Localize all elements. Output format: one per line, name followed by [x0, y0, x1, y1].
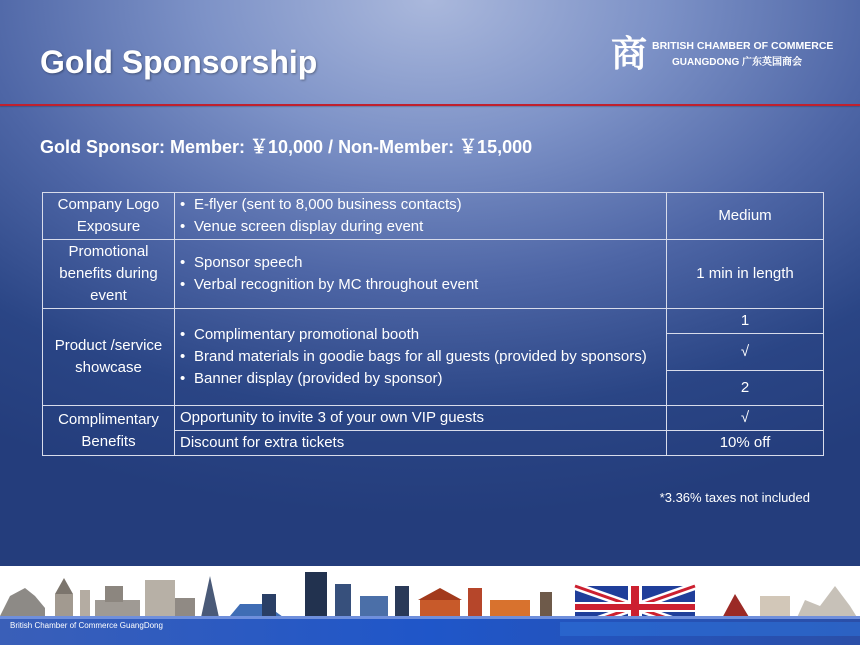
benefits-cell [175, 309, 667, 406]
benefit-item: • E-flyer (sent to 8,000 business contacts) [180, 194, 661, 216]
benefits-table [42, 192, 824, 456]
table-row [43, 406, 824, 431]
value-cell: Medium [667, 193, 824, 240]
category-cell: Complimentary Benefits [43, 406, 175, 456]
chamber-logo [610, 28, 834, 76]
value-cell: √ [667, 334, 824, 371]
benefit-cell: Opportunity to invite 3 of your own VIP guests [175, 406, 667, 431]
slide-title: Gold Sponsorship [40, 44, 318, 80]
value-cell: 10% off [667, 431, 824, 456]
title-divider [0, 104, 860, 106]
skyline-illustration [0, 566, 860, 645]
category-cell: Company Logo Exposure [43, 193, 175, 240]
value-cell: 2 [667, 371, 824, 406]
logo-line-2: GUANGDONG 广东英国商会 [672, 57, 802, 68]
benefit-cell: Discount for extra tickets [175, 431, 667, 456]
footer-caption: British Chamber of Commerce GuangDong [10, 621, 163, 630]
benefits-cell [175, 193, 667, 240]
table-row [43, 193, 824, 240]
value-cell: 1 min in length [667, 240, 824, 309]
benefit-item: • Venue screen display during event [180, 216, 661, 238]
value-cell: 1 [667, 309, 824, 334]
sponsor-pricing: Gold Sponsor: Member: ￥10,000 / Non-Member: ￥15,000 [40, 137, 533, 157]
chamber-logo-mark [610, 28, 648, 74]
value-cell: √ [667, 406, 824, 431]
benefit-item: • Verbal recognition by MC throughout event [180, 274, 661, 296]
category-cell: Promotional benefits during event [43, 240, 175, 309]
benefit-item: • Sponsor speech [180, 252, 661, 274]
tax-note: *3.36% taxes not included [659, 490, 810, 505]
table-row [43, 309, 824, 334]
logo-line-1: BRITISH CHAMBER OF COMMERCE [652, 40, 834, 52]
category-cell: Product /service showcase [43, 309, 175, 406]
benefit-item: • Complimentary promotional booth [180, 324, 661, 346]
benefit-item: • Banner display (provided by sponsor) [180, 368, 661, 390]
benefits-cell [175, 240, 667, 309]
skyline-banner [0, 566, 860, 645]
benefit-item: • Brand materials in goodie bags for all guests (provided by sponsors) [180, 346, 661, 368]
table-row [43, 240, 824, 309]
logo-mark-glyph: 商 [610, 34, 648, 74]
